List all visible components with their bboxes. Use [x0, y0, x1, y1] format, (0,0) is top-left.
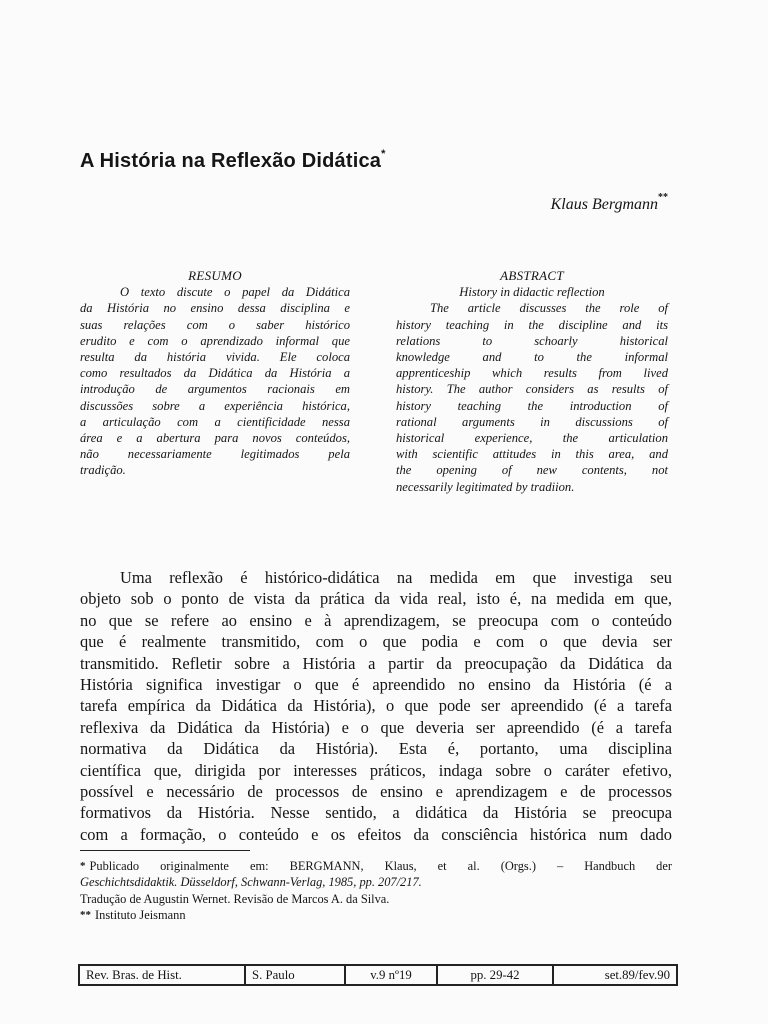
abstract-column	[396, 268, 668, 495]
footnote-line	[80, 858, 672, 874]
resumo-line: erudito e com o aprendizado informal que	[80, 333, 350, 348]
citation-pages: pp. 29-42	[438, 966, 554, 984]
body-line: transmitido. Refletir sobre a História a partir da preocupação da Didática da	[80, 653, 672, 673]
body-line: formativos da História. Nesse sentido, a didática da História se preocupa	[80, 803, 672, 823]
abstract-line: the opening of new contents, not	[396, 463, 668, 478]
abstract-line: relations to schoarly historical	[396, 333, 668, 348]
footnote-line: Geschichtsdidaktik. Düsseldorf, Schwann-Verlag, 1985, pp. 207/217.	[80, 875, 422, 890]
author-name: Klaus Bergmann	[550, 196, 658, 213]
footnotes	[80, 858, 672, 924]
abstract-line: history teaching the introduction of	[396, 398, 668, 413]
abstract-line: knowledge and to the informal	[396, 350, 668, 365]
abstract-line: rational arguments in discussions of	[396, 414, 668, 429]
body-line: científica que, dirigida por interesses práticos, indaga sobre o caráter efetivo,	[80, 760, 672, 780]
body-line: Uma reflexão é histórico-didática na medida em que investiga seu	[120, 568, 672, 587]
abstract-line: historical experience, the articulation	[396, 431, 668, 446]
footnote-line: Tradução de Augustin Wernet. Revisão de Marcos A. da Silva.	[80, 891, 390, 906]
body-line: no que se refere ao ensino e à aprendizagem, se preocupa com o conteúdo	[80, 610, 672, 630]
abstract-line: apprenticeship which results from lived	[396, 366, 668, 381]
resumo-line: introdução de argumentos racionais em	[80, 382, 350, 397]
resumo-line: O texto discute o papel da Didática	[120, 285, 350, 300]
body-paragraph	[80, 567, 672, 845]
abstract-line: history. The author considers as results of	[396, 382, 668, 397]
body-line: possível e necessário de processos de ensino e aprendizagem e de processos	[80, 782, 672, 802]
resumo-column	[80, 268, 350, 479]
article-title-text: A História na Reflexão Didática	[80, 150, 382, 172]
footnote-text: Publicado originalmente em: BERGMANN, Klaus, et al. (Orgs.) – Handbuch der	[89, 859, 672, 873]
abstract-line: necessarily legitimated by tradiion.	[396, 479, 575, 494]
resumo-heading: RESUMO	[188, 268, 242, 283]
body-line: com a formação, o conteúdo e os efeitos da consciência histórica num dado	[80, 824, 672, 844]
citation-bar	[78, 964, 678, 986]
resumo-line: tradição.	[80, 463, 126, 478]
body-line: História significa investigar o que é apreendido no ensino da História (é a	[80, 675, 672, 695]
citation-journal: Rev. Bras. de Hist.	[80, 966, 246, 984]
article-title	[80, 150, 386, 173]
title-footnote-mark: *	[381, 148, 386, 160]
body-line: objeto sob o ponto de vista da prática da vida real, isto é, na medida em que,	[80, 589, 672, 609]
body-line: reflexiva da Didática da História) e o que deveria ser apreendido (é a tarefa	[80, 717, 672, 737]
footnote-text: Instituto Jeismann	[95, 908, 186, 923]
resumo-line: como resultados da Didática da História a	[80, 366, 350, 381]
resumo-line: da História no ensino dessa disciplina e	[80, 301, 350, 316]
resumo-line: área e a abertura para novos conteúdos,	[80, 431, 350, 446]
footnote-mark: *	[80, 860, 86, 872]
footnote-divider	[80, 850, 250, 851]
citation-city: S. Paulo	[246, 966, 346, 984]
body-line: que é realmente transmitido, com o que podia e com o que devia ser	[80, 632, 672, 652]
footnote-mark: **	[80, 909, 91, 922]
resumo-line: discussões sobre a experiência histórica,	[80, 398, 350, 413]
citation-date: set.89/fev.90	[604, 968, 670, 982]
resumo-line: a articulação com a cientificidade nessa	[80, 414, 350, 429]
resumo-line: não necessariamente legitimados pela	[80, 447, 350, 462]
article-author	[550, 192, 668, 214]
abstract-heading: ABSTRACT	[500, 268, 564, 283]
author-footnote-mark: **	[658, 192, 668, 203]
abstract-subtitle: History in didactic reflection	[459, 285, 605, 300]
abstract-line: The article discusses the role of	[430, 301, 668, 316]
abstract-line: with scientific attitudes in this area, and	[396, 447, 668, 462]
abstract-line: history teaching in the discipline and its	[396, 317, 668, 332]
body-line: normativa da Didática da História). Esta é, portanto, uma disciplina	[80, 739, 672, 759]
body-line: tarefa empírica da Didática da História), o que pode ser apreendido (é a tarefa	[80, 696, 672, 716]
resumo-line: suas relações com o saber histórico	[80, 317, 350, 332]
citation-volume: v.9 nº19	[346, 966, 438, 984]
resumo-line: resulta da história vivida. Ele coloca	[80, 350, 350, 365]
footnote-line	[80, 907, 672, 923]
